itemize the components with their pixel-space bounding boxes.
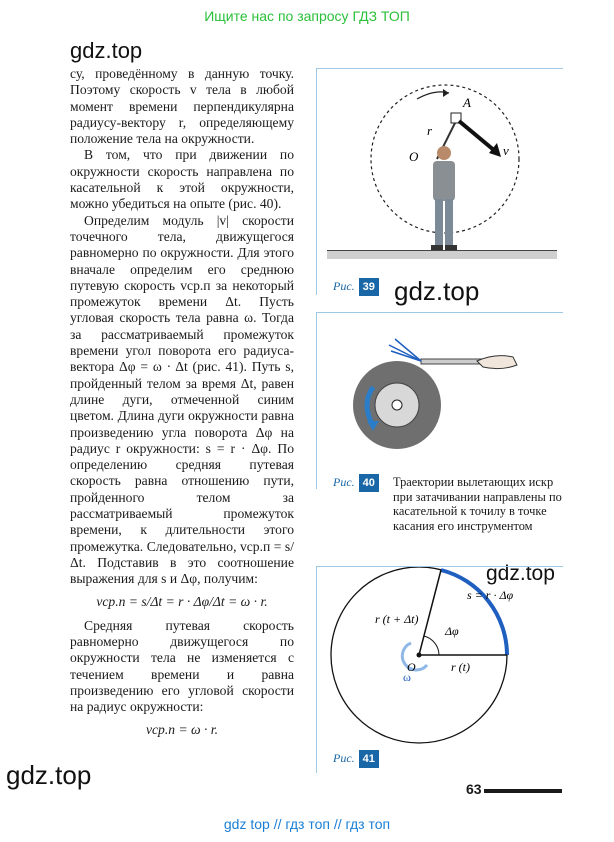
figure-39-drawing xyxy=(317,69,563,295)
figure-caption xyxy=(333,749,379,767)
wheel-axle xyxy=(392,400,402,410)
velocity-vector xyxy=(459,121,495,151)
footer-links: gdz top // гдз топ // гдз топ xyxy=(223,816,391,832)
figure-number: 40 xyxy=(359,474,379,492)
arrowhead-icon xyxy=(443,89,449,97)
person-shoe xyxy=(431,245,443,250)
paragraph: су, проведённому в данную точку. Поэтому скорость v тела в любой момент времени перпендикулярна радиусу-вектору r, определяющему положение тела на окружности. xyxy=(70,66,294,147)
hand xyxy=(477,356,517,369)
figure-number: 39 xyxy=(359,278,379,296)
figure-40-caption: Траектории вылетающих искр при затачивании направлены по касательной к точилу в точке касания его инструментом xyxy=(393,475,562,533)
figure-word: Рис. xyxy=(333,475,355,489)
watermark: gdz.top xyxy=(394,276,480,306)
tool xyxy=(421,359,483,364)
label-r-t: r (t) xyxy=(451,660,470,674)
figure-40 xyxy=(316,312,563,489)
label-delta-phi: Δφ xyxy=(445,624,459,638)
figure-40-drawing xyxy=(317,313,563,489)
label-o: O xyxy=(407,660,416,674)
arc-path xyxy=(441,570,507,655)
figure-caption xyxy=(333,473,379,491)
paragraph: В том, что при движении по окружности скорость направлена по касательной к этой окружности, можно убедиться на опыте (рис. 40). xyxy=(70,147,294,212)
ground xyxy=(327,251,557,259)
text-column xyxy=(70,66,294,746)
watermark: gdz.top xyxy=(486,562,555,585)
top-banner: Ищите нас по запросу ГДЗ ТОП xyxy=(204,8,410,24)
figure-number: 41 xyxy=(359,750,379,768)
label-omega: ω xyxy=(403,670,411,684)
figure-word: Рис. xyxy=(333,751,355,765)
person-leg xyxy=(435,199,443,247)
figure-41 xyxy=(316,566,563,773)
person-leg xyxy=(445,199,453,247)
label-v: v xyxy=(503,143,509,158)
person-head xyxy=(437,146,451,160)
person-torso xyxy=(433,161,455,201)
spark xyxy=(391,351,421,361)
paragraph: Определим модуль |v| скорости точечного тела, движущегося равномерно по окружности. Для этого вначале определим его среднюю путевую скорость vср.п за некоторый промежуток времени Δt. Пусть угловая скорость тела равна ω. Тогда за рассматриваемый промежуток времени угол поворота его радиуса-вектора Δφ = ω · Δt (рис. 41). Путь s, пройденный телом за время Δt, равен длине дуги, отмеченной синим цветом. Длина дуги окружности равна произведению угла поворота Δφ на радиус r окружности: s = r · Δφ. По определению средняя путевая скорость равна отношению пути, пройденного телом за рассматриваемый промежуток времени, к длительности этого промежутка. Следовательно, vср.п = s/Δt. Подставив в это соотношение выражения для s и Δφ, получим: xyxy=(70,212,294,587)
radius-vector-t-dt xyxy=(419,570,441,655)
watermark: gdz.top xyxy=(70,38,143,63)
page-number: 63 xyxy=(466,781,482,797)
formula-speed-result: vср.п = ω · r. xyxy=(145,721,218,737)
figure-41-drawing xyxy=(317,567,563,773)
watermark: gdz.top xyxy=(6,760,92,790)
angle-arc xyxy=(424,636,439,655)
person-shoe xyxy=(445,245,457,250)
figure-39 xyxy=(316,68,563,295)
page-number-bar xyxy=(484,789,562,793)
figure-word: Рис. xyxy=(333,279,355,293)
label-r: r xyxy=(427,123,433,138)
center-point xyxy=(417,653,422,658)
label-s: s = r · Δφ xyxy=(467,588,514,602)
formula-average-speed: vср.п = s/Δt = r · Δφ/Δt = ω · r. xyxy=(96,593,268,609)
figure-caption xyxy=(333,277,379,295)
label-r-t-dt: r (t + Δt) xyxy=(375,612,419,626)
label-o: O xyxy=(409,149,419,164)
paragraph: Средняя путевая скорость равномерно движущегося по окружности тела не изменяется с течением времени и равна произведению его угловой скорости на радиус окружности: xyxy=(70,617,294,715)
label-a: A xyxy=(463,95,471,110)
